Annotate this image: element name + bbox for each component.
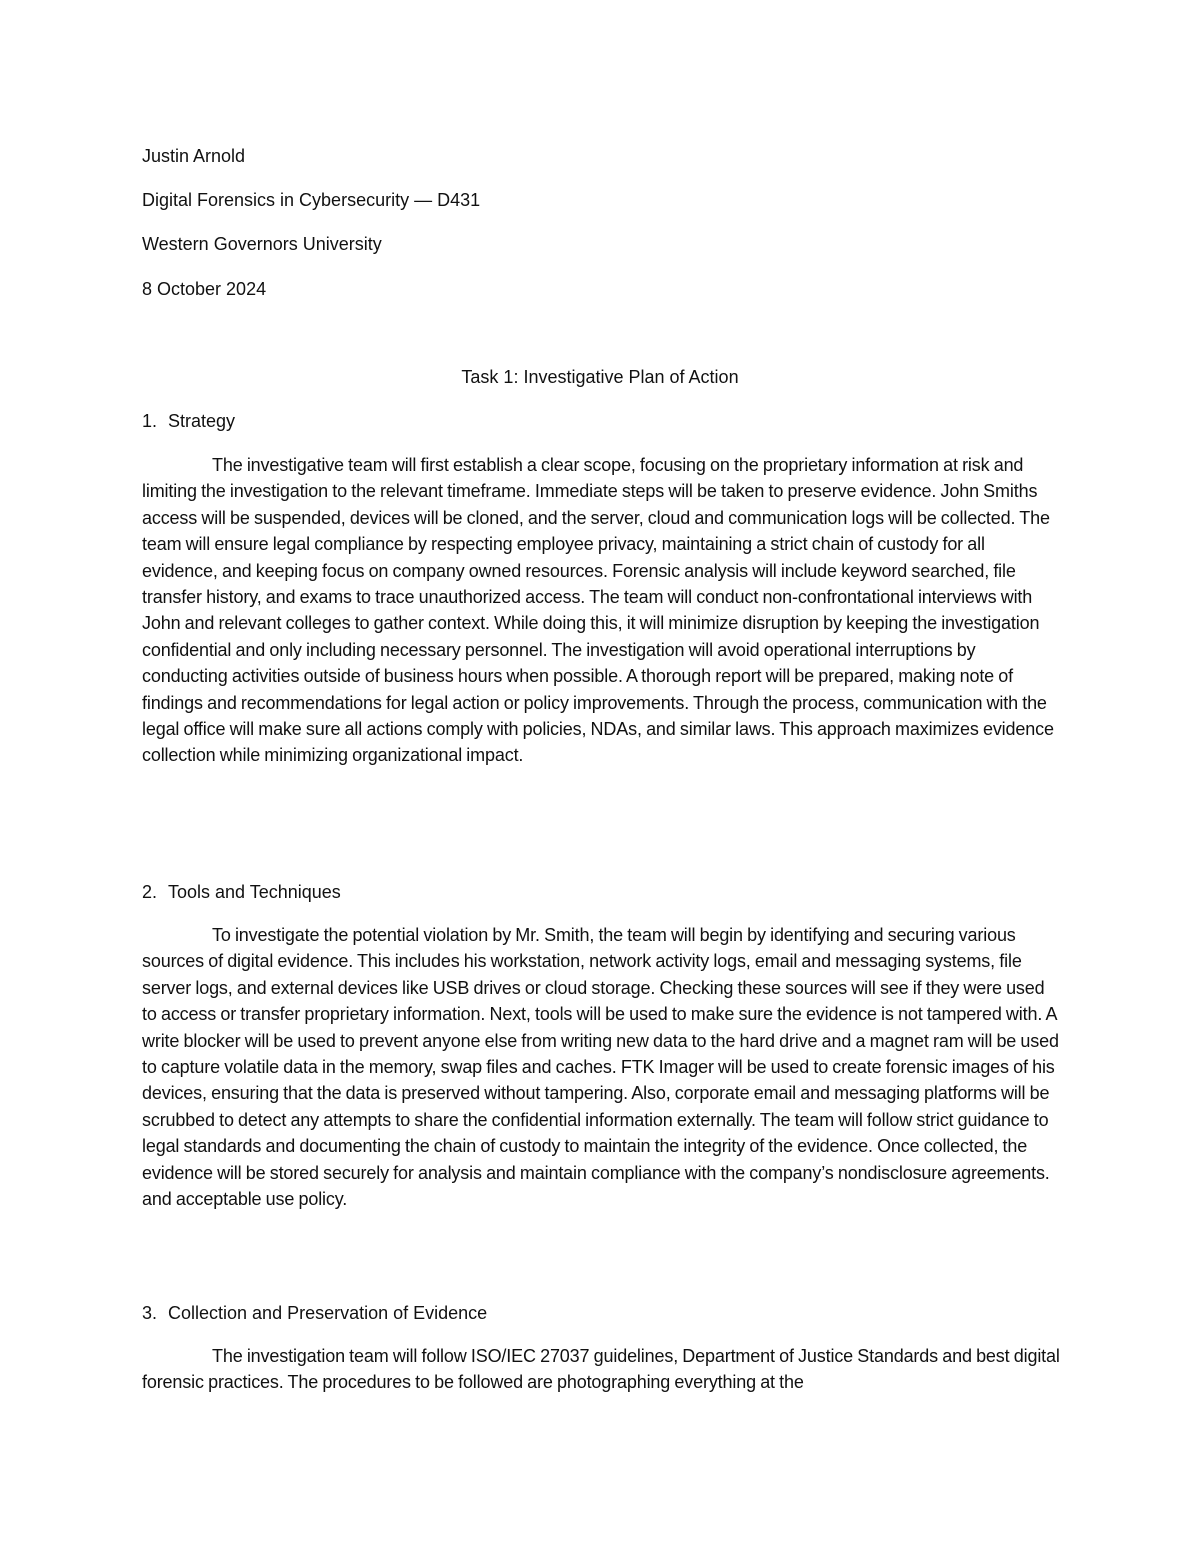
- section-title: Tools and Techniques: [168, 882, 341, 902]
- document-title: Task 1: Investigative Plan of Action: [461, 367, 739, 387]
- section-title: Strategy: [168, 411, 236, 431]
- section-body-tools: To investigate the potential violation by Mr. Smith, the team will begin by identifying and securing various sources of digital evidence. This includes his workstation, network activity logs, email and messaging systems, file server logs, and external devices like USB drives or cloud storage. Checking these sources will see if they were used to access or transfer proprietary information. Next, tools will be used to make sure the evidence is not tampered with. A write blocker will be used to prevent anyone else from writing new data to the hard drive and a magnet ram will be used to capture volatile data in the memory, swap files and caches. FTK Imager will be used to create forensic images of his devices, ensuring that the data is preserved without tampering. Also, corporate email and messaging platforms will be scrubbed to detect any attempts to share the confidential information externally. The team will follow strict guidance to legal standards and documenting the chain of custody to maintain the integrity of the evidence. Once collected, the evidence will be stored securely for analysis and maintain compliance with the company’s nondisclosure agreements. and acceptable use policy.: [142, 925, 1059, 1210]
- section-number: 3.: [142, 1303, 158, 1323]
- section-heading-tools: [142, 881, 341, 903]
- section-body-collection: The investigation team will follow ISO/IEC 27037 guidelines, Department of Justice Standards and best digital forensic practices. The procedures to be followed are photographing everything at the: [142, 1346, 1060, 1393]
- section-heading-strategy: [142, 410, 235, 432]
- section-body-strategy: The investigative team will first establish a clear scope, focusing on the proprietary information at risk and limiting the investigation to the relevant timeframe. Immediate steps will be taken to preserve evidence. John Smiths access will be suspended, devices will be cloned, and the server, cloud and communication logs will be collected. The team will ensure legal compliance by respecting employee privacy, maintaining a strict chain of custody for all evidence, and keeping focus on company owned resources. Forensic analysis will include keyword searched, file transfer history, and exams to trace unauthorized access. The team will conduct non-confrontational interviews with John and relevant colleges to gather context. While doing this, it will minimize disruption by keeping the investigation confidential and only including necessary personnel. The investigation will avoid operational interruptions by conducting activities outside of business hours when possible. A thorough report will be prepared, making note of findings and recommendations for legal action or policy improvements. Through the process, communication with the legal office will make sure all actions comply with policies, NDAs, and similar laws. This approach maximizes evidence collection while minimizing organizational impact.: [142, 455, 1054, 766]
- course-name: Digital Forensics in Cybersecurity — D431: [142, 190, 481, 210]
- document-date: 8 October 2024: [142, 279, 267, 299]
- section-title: Collection and Preservation of Evidence: [168, 1303, 488, 1323]
- author-name: Justin Arnold: [142, 146, 246, 166]
- section-number: 2.: [142, 882, 158, 902]
- section-number: 1.: [142, 411, 158, 431]
- institution-name: Western Governors University: [142, 234, 382, 254]
- section-heading-collection: [142, 1302, 487, 1324]
